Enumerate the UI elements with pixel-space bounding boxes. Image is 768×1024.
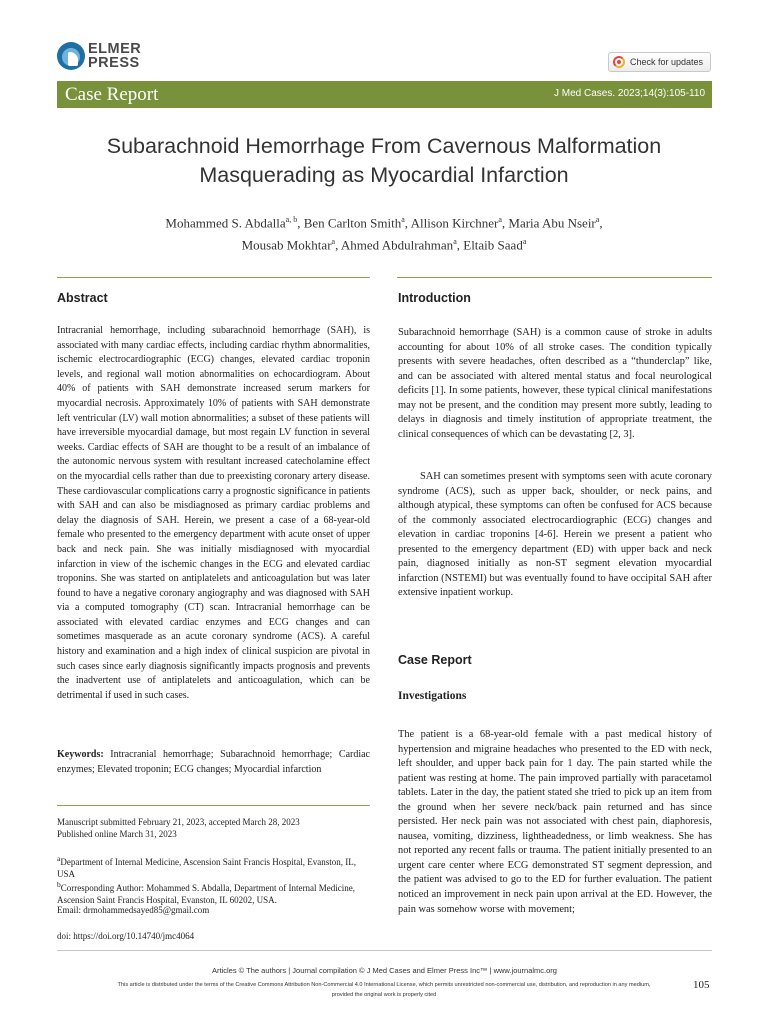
publisher-name-line1: ELMER xyxy=(88,41,142,57)
publisher-logo[interactable] xyxy=(57,42,141,70)
article-type-label: Case Report xyxy=(65,84,159,105)
introduction-paragraph-1: Subarachnoid hemorrhage (SAH) is a common cause of stroke in adults accounting for about 10% of all stroke cases. The condition typically presents with severe headaches, often described as a “thunderclap” like, and can be associated with altered mental status and focal neurological deficits [1]. In some patients, however, these typical clinical manifestations may not be present, and the condition may present more subtly, leading to delays in diagnosis and timely institution of appropriate treatment, the clinical consequences of which can be devastating [2, 3]. xyxy=(398,327,712,440)
footer-divider xyxy=(57,950,712,951)
publisher-name-line2: PRESS xyxy=(88,55,140,71)
author-affiliation-mark: a xyxy=(331,237,336,247)
author-affiliation-mark: a xyxy=(401,215,405,224)
author-name: Ben Carlton Smith xyxy=(303,215,402,231)
metadata-divider xyxy=(57,805,370,806)
author-affiliation-mark: a xyxy=(453,237,457,247)
author-affiliation-mark: a xyxy=(498,215,502,224)
author-separator: , xyxy=(404,215,411,231)
author-name: Allison Kirchner xyxy=(410,215,499,231)
author-affiliation-mark: a xyxy=(595,215,600,224)
keywords xyxy=(57,748,370,777)
article-type-banner xyxy=(57,81,712,108)
author-separator: , xyxy=(501,215,509,231)
page-number: 105 xyxy=(693,979,710,991)
author-affiliation-mark: a, b xyxy=(285,215,298,224)
affiliation-a-text: Department of Internal Medicine, Ascension Saint Francis Hospital, Evanston, IL, USA xyxy=(57,857,357,879)
affiliation-b-text: Corresponding Author: Mohammed S. Abdalla, Department of Internal Medicine, Ascension Saint Francis Hospital, Evanston, IL 60202, USA. xyxy=(57,883,355,905)
publisher-name xyxy=(88,42,141,70)
author-list xyxy=(60,210,708,255)
author-name: Eltaib Saad xyxy=(463,237,523,253)
case-report-paragraph-1: The patient is a 68-year-old female with a past medical history of hypertension and migraine headaches who presented to the ED with neck, left shoulder, and upper back pain for 1 day. The pain started while the patient was resting at home. The pain improved partially with paracetamol tablets. Later in the day, the patient stated she tried to pick up an item from the ground when her severe neck/back pain returned and has since persisted. Her neck pain was not associated with chest pain, diaphoresis, nausea, vomiting, dizziness, lightheadedness, or limb weakness. She has not reported any recent falls or trauma. The patient initially presented to an urgent care center where ECG demonstrated ST segment depression, and the patient was advised to go to the ED for further evaluation. The patient noticed an improvement in neck pain upon arrival at the ED. However, the pain was somehow worse with movement; xyxy=(398,729,712,915)
author-separator: , xyxy=(599,215,603,231)
author-name: Mousab Mokhtar xyxy=(241,237,332,253)
affiliation-a-mark: a xyxy=(57,854,61,863)
case-report-heading: Case Report xyxy=(398,653,472,667)
abstract-heading: Abstract xyxy=(57,291,108,305)
crossmark-icon xyxy=(613,56,625,68)
left-column-divider xyxy=(57,277,370,278)
article-title: Subarachnoid Hemorrhage From Cavernous Malformation Masquerading as Myocardial Infarction xyxy=(106,134,662,187)
footer-license: This article is distributed under the terms of the Creative Commons Attribution Non-Commercial 4.0 International License, which permits unrestricted non-commercial use, distribution, and reproduction in any medium, provided the original work is properly cited xyxy=(117,982,651,998)
author-name: Mohammed S. Abdalla xyxy=(165,215,286,231)
right-column-divider xyxy=(397,277,712,278)
keywords-label: Keywords: xyxy=(57,749,104,760)
introduction-paragraph-2: SAH can sometimes present with symptoms seen with acute coronary syndrome (ACS), such as upper back, shoulder, or neck pains, and although atypical, these symptoms can often be confused for ACS because of the commonly associated electrocardiographic (ECG) changes and elevation in cardiac troponins [4-6]. Herein we present a patient who presented to the emergency department (ED) with upper back and neck pain, diagnosed initially as non-ST segment elevation myocardial infarction (NSTEMI) but was eventually found to have occipital SAH after extensive inpatient workup. xyxy=(398,471,712,599)
keywords-list: Intracranial hemorrhage; Subarachnoid hemorrhage; Cardiac enzymes; Elevated troponin; ECG changes; Myocardial infarction xyxy=(57,749,370,775)
affiliation-b xyxy=(57,879,370,906)
author-name: Maria Abu Nseir xyxy=(508,215,596,231)
journal-citation: J Med Cases. 2023;14(3):105-110 xyxy=(553,88,705,99)
author-separator: , xyxy=(335,237,341,253)
abstract-text: Intracranial hemorrhage, including subarachnoid hemorrhage (SAH), is associated with many cardiac effects, including cardiac rhythm abnormalities, ischemic electrocardiographic (ECG) changes, elevated cardiac troponin levels, and regional wall motion abnormalities on echocardiogram. About 40% of patients with SAH demonstrate increased serum markers for myocardial necrosis. Approximately 10% of patients with SAH demonstrate left ventricular (LV) wall motion abnormalities; a subset of these patients will have irreversible myocardial damage, but most regain LV function in several weeks. Cardiac effects of SAH are thought to be a result of an imbalance of the autonomic nervous system with resultant increased catecholamine effect on the myocardial cells rather than due to preexisting coronary artery disease. These cardiovascular complications carry a prognostic significance in patients with SAH and can also be misdiagnosed as primary cardiac problems and delay the diagnosis of SAH. Herein, we present a case of a 68-year-old female who presented to the emergency department with acute onset of upper back and neck pain. She was initially misdiagnosed with myocardial infarction in view of the ischemic changes in the ECG and elevated cardiac troponins. She was started on antiplatelets and anticoagulation but was later found to have a negative coronary angiography and was diagnosed with SAH via a computed tomography (CT) scan. Intracranial hemorrhage can be associated with elevated cardiac enzymes and ECG changes and can sometimes masquerade as an acute coronary syndrome (ACS). A careful history and examination and a high index of clinical suspicion are pivotal in such cases since early diagnosis significantly impacts prognosis and prevents the inadvertent use of antiplatelets and anticoagulation, which can be detrimental if used in such cases. xyxy=(57,325,370,701)
author-affiliation-mark: a xyxy=(522,237,527,247)
investigations-subheading: Investigations xyxy=(398,690,467,702)
affiliation-b-mark: b xyxy=(57,880,61,889)
manuscript-published: Published online March 31, 2023 xyxy=(57,829,177,839)
introduction-heading: Introduction xyxy=(398,291,471,305)
footer-copyright: Articles © The authors | Journal compilation © J Med Cases and Elmer Press Inc™ | www.journalmc.org xyxy=(212,966,557,975)
corresponding-email[interactable]: Email: drmohammedsayed85@gmail.com xyxy=(57,905,210,915)
check-for-updates-label: Check for updates xyxy=(630,57,704,67)
check-for-updates-button[interactable] xyxy=(608,52,711,72)
author-name: Ahmed Abdulrahman xyxy=(340,237,454,253)
author-separator: , xyxy=(297,215,304,231)
author-separator: , xyxy=(456,237,464,253)
elmer-press-logo-icon xyxy=(57,42,85,70)
doi-link[interactable]: doi: https://doi.org/10.14740/jmc4064 xyxy=(57,931,195,941)
manuscript-submitted: Manuscript submitted February 21, 2023, accepted March 28, 2023 xyxy=(57,817,300,827)
affiliation-a xyxy=(57,853,370,880)
